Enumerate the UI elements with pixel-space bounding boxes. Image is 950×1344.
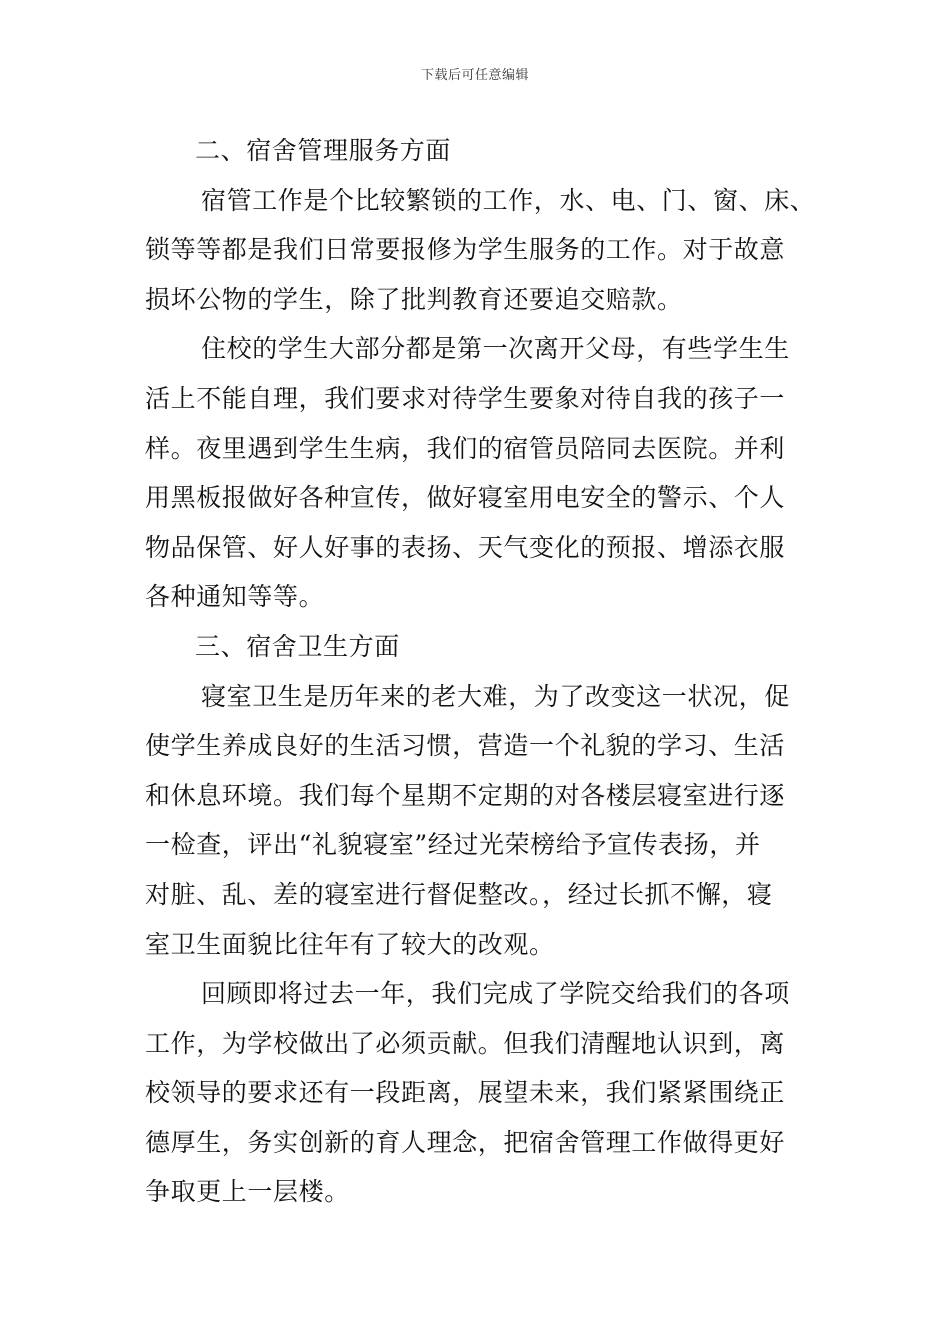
paragraph-line: 损坏公物的学生，除了批判教育还要追交赔款。 xyxy=(145,284,683,314)
paragraph-line: 室卫生面貌比往年有了较大的改观。 xyxy=(145,929,555,959)
paragraph-line: 锁等等都是我们日常要报修为学生服务的工作。对于故意 xyxy=(145,235,786,265)
paragraph-line: 活上不能自理，我们要求对待学生要象对待自我的孩子一 xyxy=(145,383,786,413)
paragraph-line: 寝室卫生是历年来的老大难，为了改变这一状况，促 xyxy=(201,681,790,711)
paragraph-line: 一检查，评出“礼貌寝室”经过光荣榜给予宣传表扬，并 xyxy=(145,830,761,860)
paragraph-line: 使学生养成良好的生活习惯，营造一个礼貌的学习、生活 xyxy=(145,731,786,761)
paragraph-line: 对脏、乱、差的寝室进行督促整改。，经过长抓不懈，寝 xyxy=(145,879,773,909)
paragraph-line: 用黑板报做好各种宣传，做好寝室用电安全的警示、个人 xyxy=(145,483,786,513)
paragraph-line: 和休息环境。我们每个星期不定期的对各楼层寝室进行逐 xyxy=(145,780,786,810)
paragraph-line: 校领导的要求还有一段距离，展望未来，我们紧紧围绕正 xyxy=(145,1078,786,1108)
header-note: 下载后可任意编辑 xyxy=(420,68,529,83)
section-heading-dormitory-hygiene: 三、宿舍卫生方面 xyxy=(195,631,400,661)
paragraph-line: 德厚生，务实创新的育人理念，把宿舍管理工作做得更好 xyxy=(145,1127,786,1157)
paragraph-line: 宿管工作是个比较繁锁的工作，水、电、门、窗、床、 xyxy=(201,185,816,215)
paragraph-line: 争取更上一层楼。 xyxy=(145,1177,350,1207)
paragraph-line: 住校的学生大部分都是第一次离开父母，有些学生生 xyxy=(201,334,790,364)
paragraph-line: 各种通知等等。 xyxy=(145,582,325,612)
section-heading-dormitory-service: 二、宿舍管理服务方面 xyxy=(195,136,452,165)
paragraph-line: 工作，为学校做出了必须贡献。但我们清醒地认识到，离 xyxy=(145,1028,786,1058)
document-body xyxy=(145,126,816,1217)
paragraph-line: 物品保管、好人好事的表扬、天气变化的预报、增添衣服 xyxy=(145,532,786,562)
paragraph-line: 样。夜里遇到学生生病，我们的宿管员陪同去医院。并利 xyxy=(145,433,786,463)
paragraph-line: 回顾即将过去一年，我们完成了学院交给我们的各项 xyxy=(201,979,790,1009)
